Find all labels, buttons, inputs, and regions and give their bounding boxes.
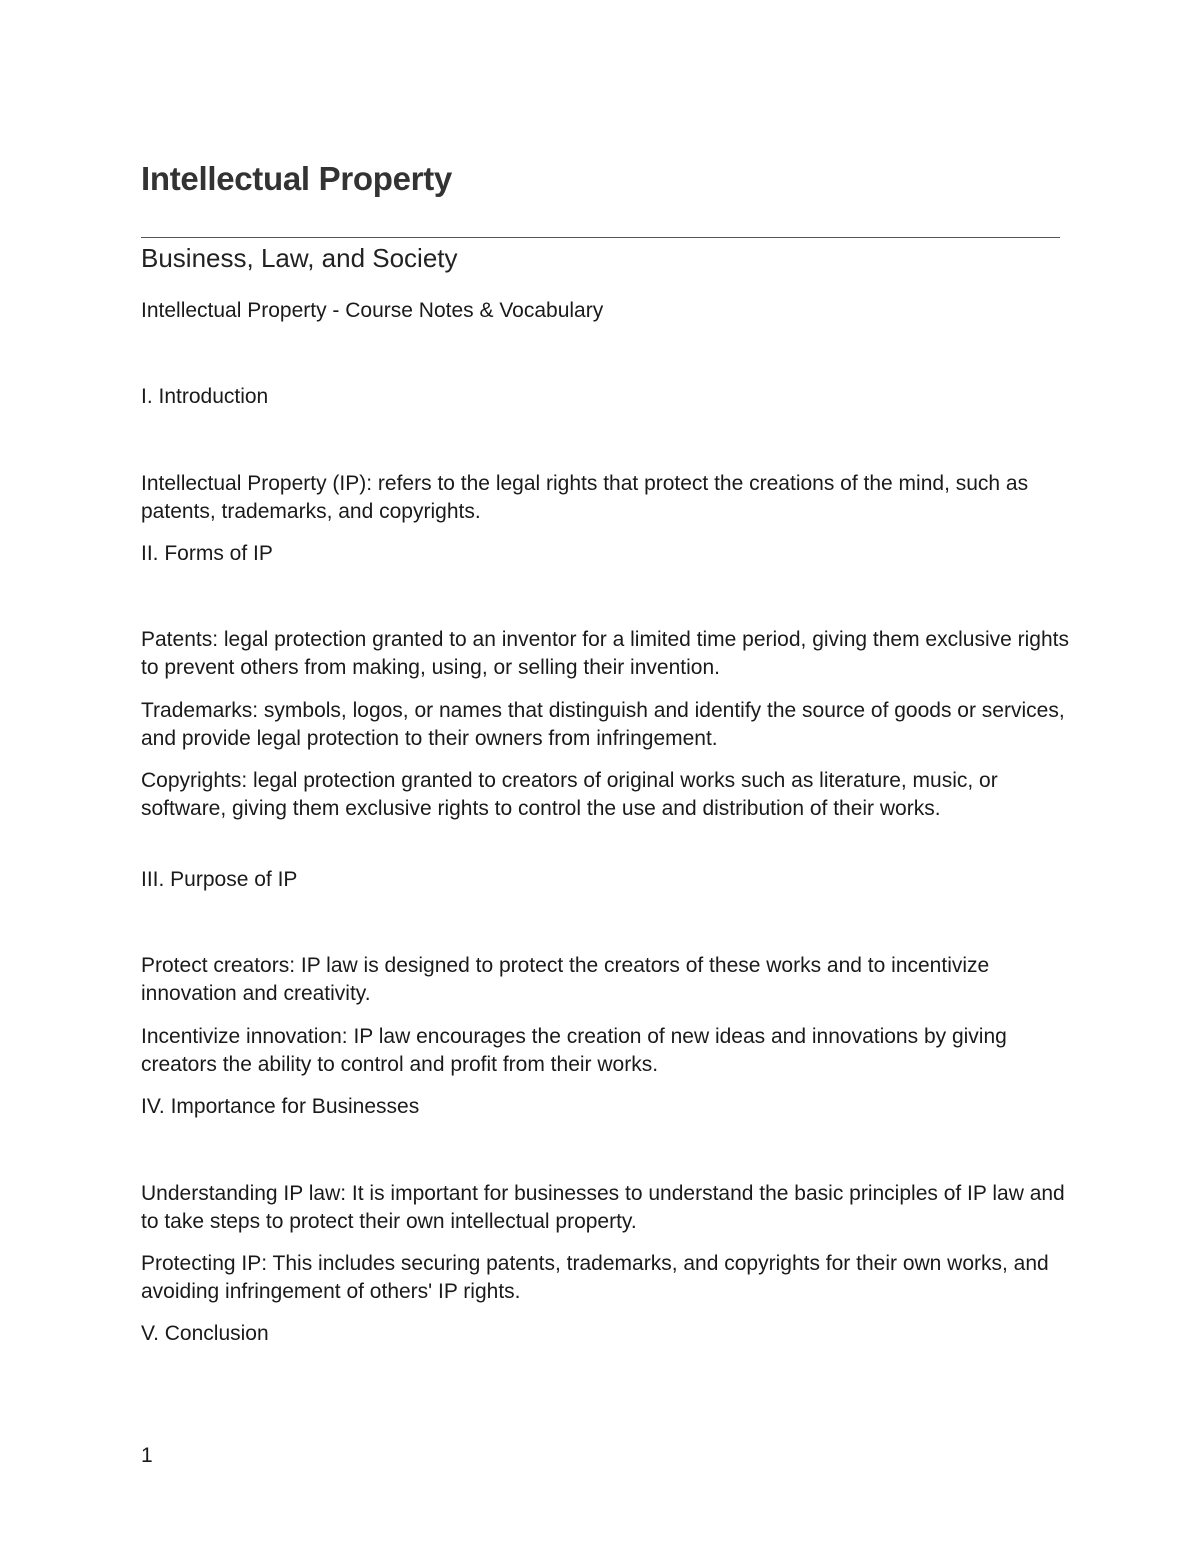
paragraph-patents: Patents: legal protection granted to an inventor for a limited time period, giving them exclusive rights to prevent others from making, using, or selling their invention. [141, 628, 1069, 679]
paragraph-copyrights: Copyrights: legal protection granted to creators of original works such as literature, music, or software, giving them exclusive rights to control the use and distribution of their works. [141, 769, 998, 820]
document-subtitle: Business, Law, and Society [141, 243, 458, 273]
title-divider [141, 237, 1060, 238]
paragraph-trademarks: Trademarks: symbols, logos, or names that distinguish and identify the source of goods or services, and provide legal protection to their owners from infringement. [141, 699, 1065, 750]
section-heading-importance-for-businesses: IV. Importance for Businesses [141, 1095, 420, 1118]
section-heading-purpose-of-ip: III. Purpose of IP [141, 868, 298, 891]
paragraph-incentivize-innovation: Incentivize innovation: IP law encourages the creation of new ideas and innovations by giving creators the ability to control and profit from their works. [141, 1025, 1007, 1076]
page-number: 1 [141, 1444, 153, 1467]
paragraph-protecting-ip: Protecting IP: This includes securing patents, trademarks, and copyrights for their own works, and avoiding infringement of others' IP rights. [141, 1252, 1049, 1303]
paragraph-protect-creators: Protect creators: IP law is designed to protect the creators of these works and to incentivize innovation and creativity. [141, 954, 990, 1005]
document-label: Intellectual Property - Course Notes & Vocabulary [141, 299, 604, 322]
section-heading-conclusion: V. Conclusion [141, 1322, 269, 1345]
paragraph-understanding-ip-law: Understanding IP law: It is important for businesses to understand the basic principles of IP law and to take steps to protect their own intellectual property. [141, 1182, 1065, 1233]
section-heading-introduction: I. Introduction [141, 385, 269, 408]
paragraph-ip-definition: Intellectual Property (IP): refers to the legal rights that protect the creations of the mind, such as patents, trademarks, and copyrights. [141, 472, 1029, 523]
section-heading-forms-of-ip: II. Forms of IP [141, 542, 273, 565]
document-title: Intellectual Property [141, 160, 452, 197]
